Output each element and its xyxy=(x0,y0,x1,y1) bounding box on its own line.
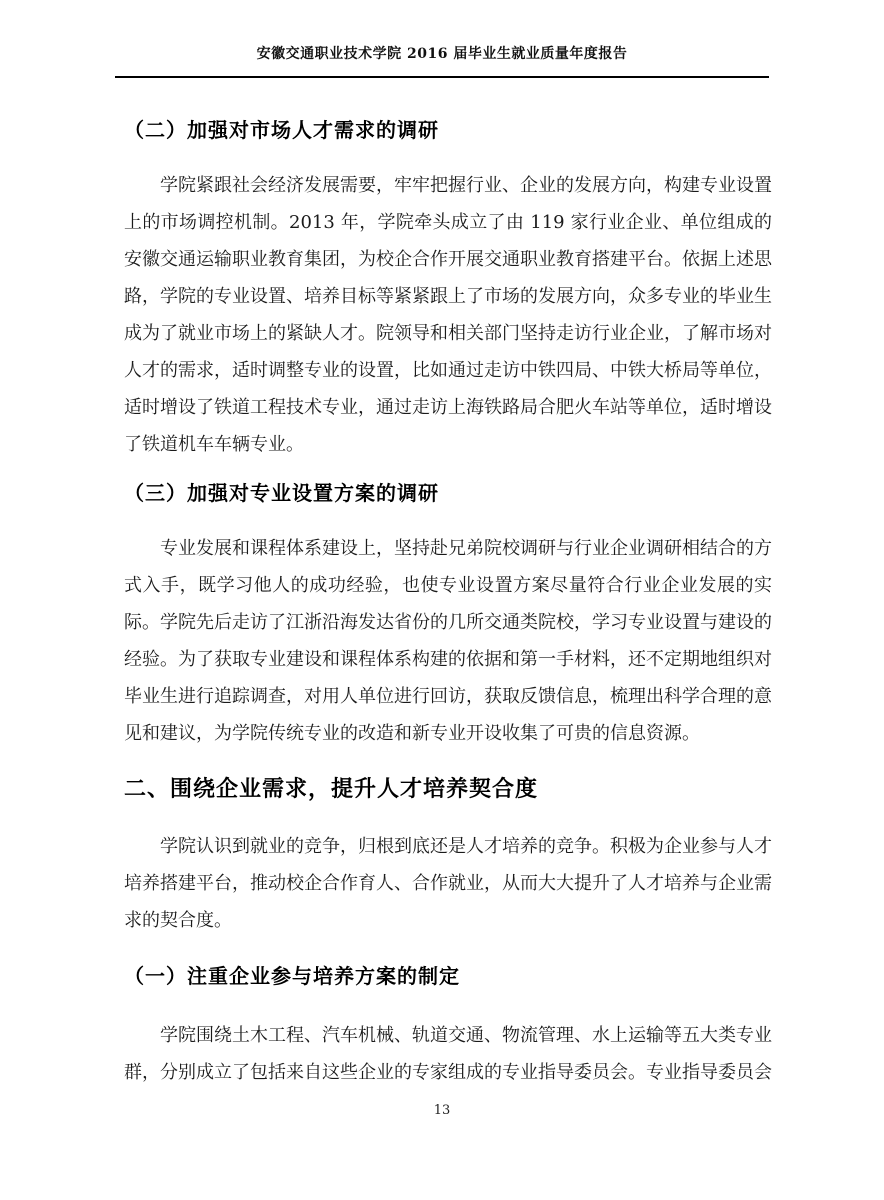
paragraph-program-plan-research: 专业发展和课程体系建设上，坚持赴兄弟院校调研与行业企业调研相结合的方式入手，既学习他人的成功经验，也使专业设置方案尽量符合行业企业发展的实际。学院先后走访了江浙沿海发达省份的几所交通类院校，学习专业设置与建设的经验。为了获取专业建设和课程体系构建的依据和第一手材料，还不定期地组织对毕业生进行追踪调查，对用人单位进行回访，获取反馈信息，梳理出科学合理的意见和建议，为学院传统专业的改造和新专业开设收集了可贵的信息资源。 xyxy=(124,538,772,744)
report-header-title: 安徽交通职业技术学院 2016 届毕业生就业质量年度报告 xyxy=(256,46,628,62)
page-number: 13 xyxy=(433,1103,451,1118)
header-divider xyxy=(115,76,769,78)
paragraph-part-two-intro: 学院认识到就业的竞争，归根到底还是人才培养的竞争。积极为企业参与人才培养搭建平台，推动校企合作育人、合作就业，从而大大提升了人才培养与企业需求的契合度。 xyxy=(124,836,772,931)
heading-enterprise-participation: （一）注重企业参与培养方案的制定 xyxy=(124,964,460,988)
heading-part-two-enterprise-demand: 二、围绕企业需求，提升人才培养契合度 xyxy=(124,777,539,802)
paragraph-enterprise-participation: 学院围绕土木工程、汽车机械、轨道交通、物流管理、水上运输等五大类专业群，分别成立了包括来自这些企业的专家组成的专业指导委员会。专业指导委员会 xyxy=(124,1025,772,1083)
page-content xyxy=(0,115,884,1091)
heading-market-research: （二）加强对市场人才需求的调研 xyxy=(124,118,439,142)
heading-program-plan-research: （三）加强对专业设置方案的调研 xyxy=(124,481,439,505)
page-footer xyxy=(0,1099,884,1118)
running-header xyxy=(0,0,884,78)
paragraph-market-research: 学院紧跟社会经济发展需要，牢牢把握行业、企业的发展方向，构建专业设置上的市场调控机制。2013 年，学院牵头成立了由 119 家行业企业、单位组成的安徽交通运输职业教育集团，为校企合作开展交通职业教育搭建平台。依据上述思路，学院的专业设置、培养目标等紧紧跟上了市场的发展方向，众多专业的毕业生成为了就业市场上的紧缺人才。院领导和相关部门坚持走访行业企业，了解市场对人才的需求，适时调整专业的设置，比如通过走访中铁四局、中铁大桥局等单位，适时增设了铁道工程技术专业，通过走访上海铁路局合肥火车站等单位，适时增设了铁道机车车辆专业。 xyxy=(124,175,772,455)
